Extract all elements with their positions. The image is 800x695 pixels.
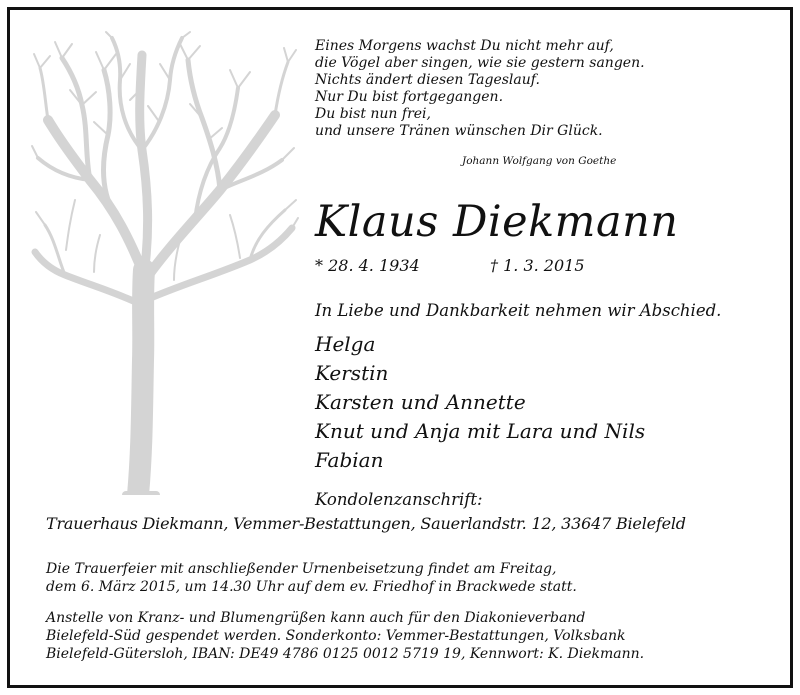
donation-line: Anstelle von Kranz- und Blumengrüßen kann auch für den Diakonieverband	[46, 610, 586, 626]
family-member: Karsten und Annette	[315, 390, 526, 414]
poem-line: Du bist nun frei,	[315, 106, 431, 122]
ceremony-line: dem 6. März 2015, um 14.30 Uhr auf dem ev. Friedhof in Brackwede statt.	[46, 579, 577, 595]
family-member: Knut und Anja mit Lara und Nils	[315, 419, 646, 443]
poem-line: Eines Morgens wachst Du nicht mehr auf,	[315, 38, 614, 54]
donation-line: Bielefeld-Gütersloh, IBAN: DE49 4786 0125 0012 5719 19, Kennwort: K. Diekmann.	[46, 646, 645, 662]
death-date: † 1. 3. 2015	[490, 256, 585, 275]
family-member: Kerstin	[315, 361, 389, 385]
poem-author: Johann Wolfgang von Goethe	[462, 155, 617, 167]
family-member: Fabian	[315, 448, 384, 472]
poem-line: Nur Du bist fortgegangen.	[315, 89, 504, 105]
ceremony-notice	[46, 560, 577, 596]
tree-illustration	[30, 30, 300, 495]
donation-notice	[46, 609, 644, 663]
deceased-name: Klaus Diekmann	[315, 197, 679, 247]
poem-line: Nichts ändert diesen Tageslauf.	[315, 72, 540, 88]
ceremony-line: Die Trauerfeier mit anschließender Urnenbeisetzung findet am Freitag,	[46, 561, 557, 577]
condolence-address: Trauerhaus Diekmann, Vemmer-Bestattungen, Sauerlandstr. 12, 33647 Bielefeld	[46, 514, 686, 533]
life-dates	[315, 256, 585, 275]
donation-line: Bielefeld-Süd gespendet werden. Sonderkonto: Vemmer-Bestattungen, Volksbank	[46, 628, 626, 644]
poem	[315, 38, 645, 140]
farewell-text: In Liebe und Dankbarkeit nehmen wir Abschied.	[315, 301, 722, 320]
condolence-label: Kondolenzanschrift:	[315, 490, 483, 509]
family-member: Helga	[315, 332, 376, 356]
birth-date: * 28. 4. 1934	[315, 256, 420, 275]
obituary-frame	[7, 7, 793, 688]
poem-line: die Vögel aber singen, wie sie gestern sangen.	[315, 55, 645, 71]
poem-line: und unsere Tränen wünschen Dir Glück.	[315, 123, 603, 139]
family-list	[315, 330, 645, 475]
